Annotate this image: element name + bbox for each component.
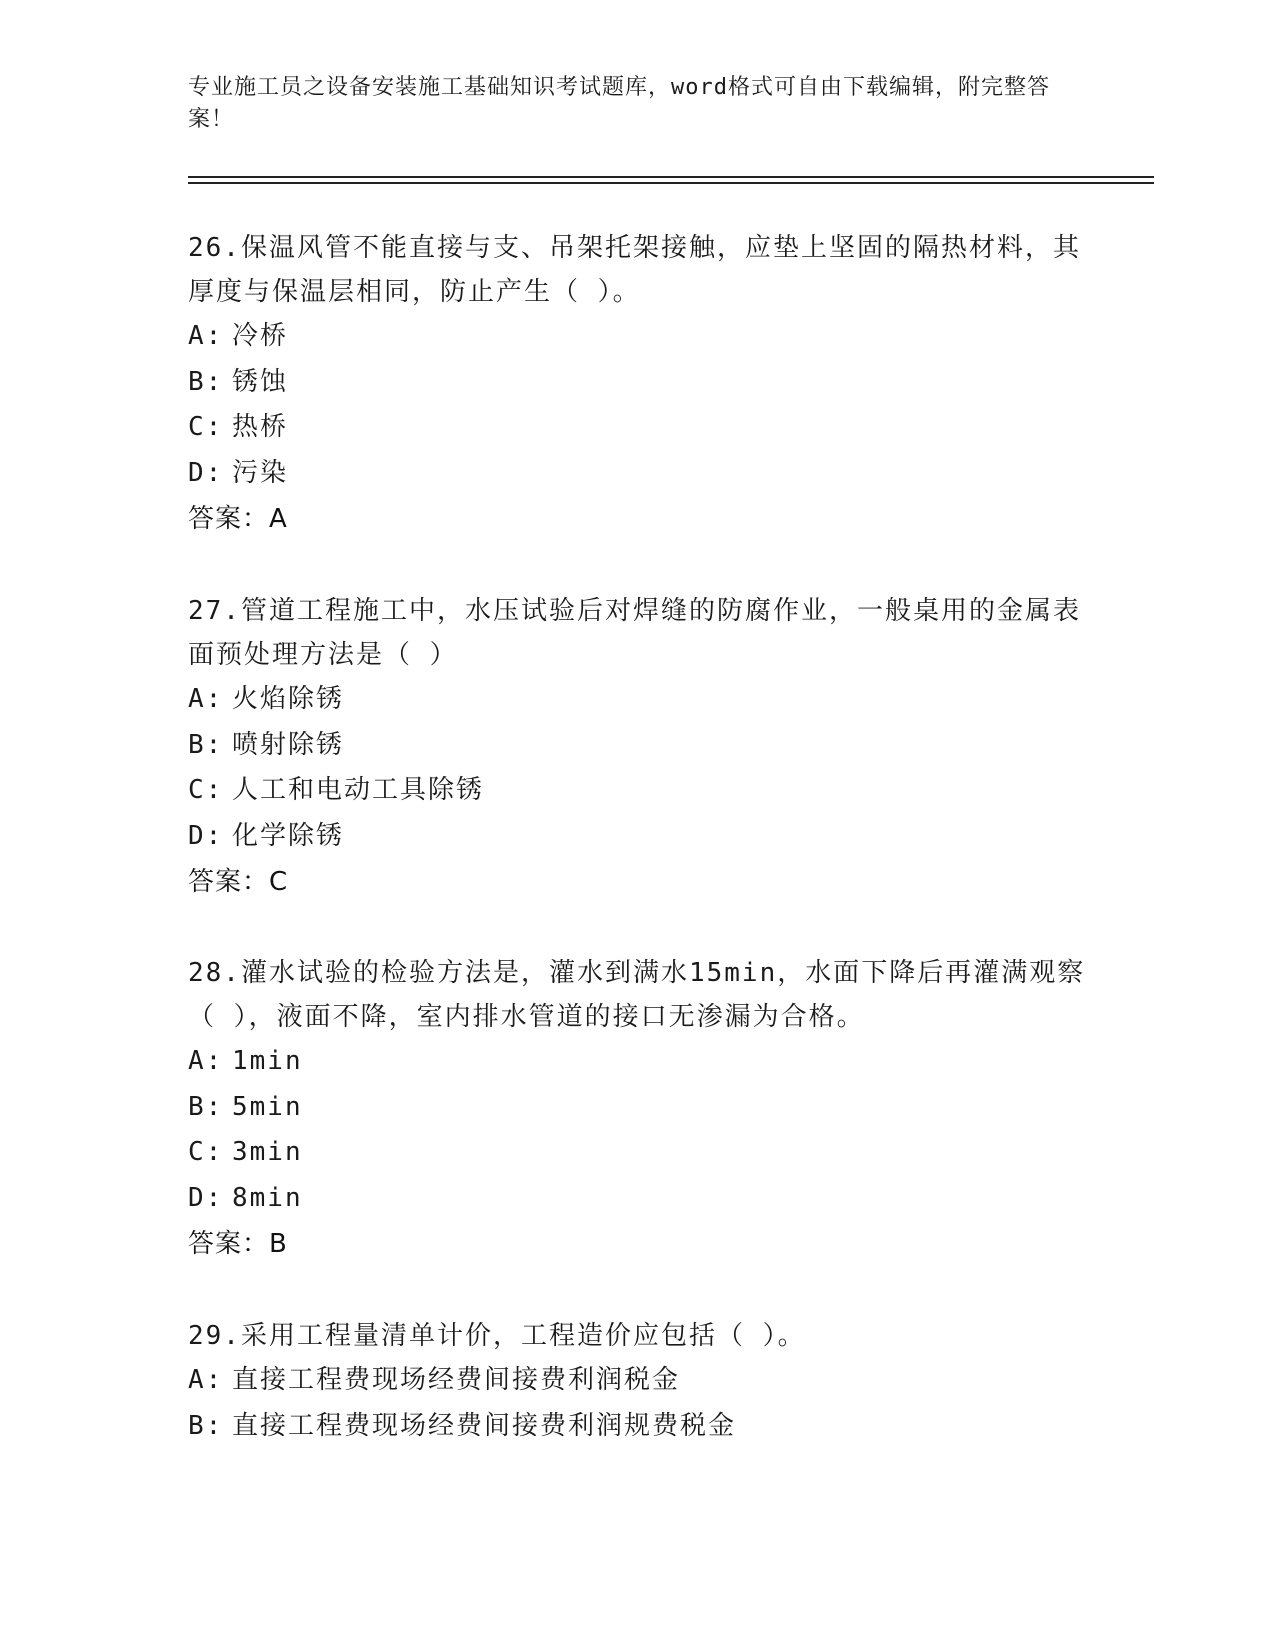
- option-key: C:: [188, 412, 224, 442]
- question-stem: 28.灌水试验的检验方法是，灌水到满水15min，水面下降后再灌满观察（ ），液面不降，室内排水管道的接口无渗漏为合格。: [188, 958, 1086, 1032]
- option-a: [188, 314, 1088, 360]
- question-stem: 27.管道工程施工中，水压试验后对焊缝的防腐作业，一般桌用的金属表面预处理方法是（ ）: [188, 596, 1081, 670]
- option-d: [188, 814, 1088, 860]
- option-c: [188, 405, 1088, 451]
- answer-line: 答案：B: [188, 1229, 288, 1259]
- document-header: 专业施工员之设备安装施工基础知识考试题库，word格式可自由下载编辑，附完整答案！: [188, 75, 1050, 132]
- option-d: [188, 451, 1088, 497]
- question-27: [188, 589, 1088, 905]
- option-key: D:: [188, 820, 224, 851]
- option-a: [188, 677, 1088, 723]
- header-divider: [188, 176, 1154, 178]
- option-d: [188, 1176, 1088, 1222]
- option-text: 污染: [232, 457, 289, 488]
- option-text: 冷桥: [232, 321, 289, 351]
- question-stem: 26.保温风管不能直接与支、吊架托架接触，应垫上坚固的隔热材料，其厚度与保温层相同，防止产生（ ）。: [188, 233, 1081, 307]
- option-b: [188, 360, 1088, 406]
- option-b: [188, 1404, 1088, 1450]
- option-key: D:: [188, 1182, 224, 1213]
- option-c: [188, 1130, 1088, 1176]
- option-key: A:: [188, 1365, 224, 1395]
- question-29: [188, 1314, 1088, 1449]
- option-b: [188, 723, 1088, 769]
- option-key: B:: [188, 1410, 224, 1441]
- option-key: C:: [188, 775, 224, 805]
- option-text: 热桥: [232, 412, 289, 442]
- option-key: A:: [188, 1046, 224, 1076]
- option-text: 直接工程费现场经费间接费利润税金: [232, 1365, 681, 1395]
- option-a: [188, 1039, 1088, 1085]
- option-text: 3min: [232, 1137, 303, 1167]
- option-key: D:: [188, 457, 224, 488]
- question-28: [188, 951, 1088, 1267]
- answer-line: 答案：A: [188, 504, 288, 534]
- option-a: [188, 1358, 1088, 1404]
- option-key: B:: [188, 729, 224, 760]
- option-key: A:: [188, 321, 224, 351]
- option-text: 喷射除锈: [232, 729, 345, 760]
- option-key: B:: [188, 1091, 224, 1122]
- option-text: 1min: [232, 1046, 303, 1076]
- option-text: 5min: [232, 1091, 303, 1122]
- option-text: 化学除锈: [232, 820, 345, 851]
- option-key: B:: [188, 366, 224, 397]
- option-text: 火焰除锈: [232, 684, 345, 714]
- option-key: C:: [188, 1137, 224, 1167]
- option-key: A:: [188, 684, 224, 714]
- option-text: 锈蚀: [232, 366, 289, 397]
- option-b: [188, 1085, 1088, 1131]
- option-c: [188, 768, 1088, 814]
- header-divider: [188, 182, 1154, 184]
- option-text: 8min: [232, 1182, 303, 1213]
- option-text: 人工和电动工具除锈: [232, 775, 485, 805]
- answer-line: 答案：C: [188, 867, 289, 897]
- question-26: [188, 226, 1088, 542]
- option-text: 直接工程费现场经费间接费利润规费税金: [232, 1410, 737, 1441]
- question-stem: 29.采用工程量清单计价，工程造价应包括（ ）。: [188, 1321, 806, 1351]
